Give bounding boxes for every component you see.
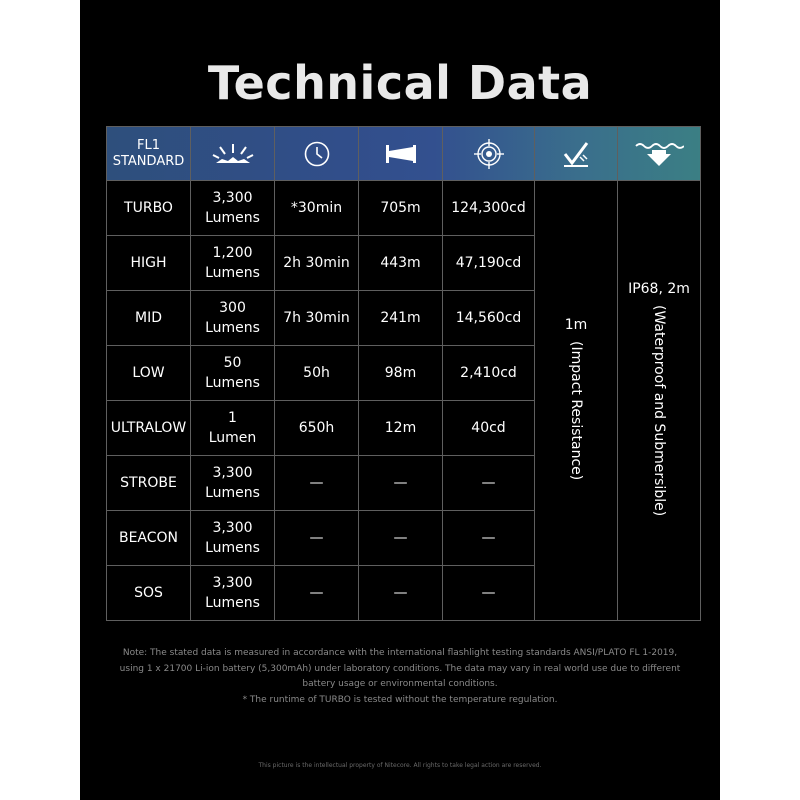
footnote <box>104 646 696 708</box>
standard-label-line2: STANDARD <box>112 153 185 169</box>
runtime-cell: 650h <box>275 401 359 456</box>
distance-cell: — <box>359 456 443 511</box>
output-cell <box>191 456 275 511</box>
output-value: 3,300 <box>212 520 253 536</box>
output-cell <box>191 346 275 401</box>
mode-cell: TURBO <box>107 181 191 236</box>
runtime-cell: — <box>275 566 359 621</box>
intensity-cell: 40cd <box>443 401 535 456</box>
impact-value: 1m <box>564 316 588 333</box>
mode-cell: LOW <box>107 346 191 401</box>
output-value: 1 <box>228 410 237 426</box>
output-unit: Lumen <box>208 430 257 446</box>
output-value: 3,300 <box>212 190 253 206</box>
output-unit: Lumens <box>205 540 260 556</box>
output-cell <box>191 181 275 236</box>
distance-cell: 705m <box>359 181 443 236</box>
spec-table <box>106 126 701 621</box>
peak-intensity-icon <box>473 138 505 170</box>
standard-label-line1: FL1 <box>137 137 160 153</box>
output-unit: Lumens <box>205 320 260 336</box>
intensity-cell: — <box>443 566 535 621</box>
note-line: using 1 x 21700 Li-ion battery (5,300mAh) under laboratory conditions. The data may vary in real world use due to different <box>119 663 681 674</box>
table-header-row <box>107 127 701 181</box>
runtime-clock-icon <box>303 140 331 168</box>
output-value: 1,200 <box>212 245 253 261</box>
impact-header <box>535 127 618 181</box>
runtime-cell: — <box>275 511 359 566</box>
table-row <box>107 181 701 236</box>
runtime-cell: *30min <box>275 181 359 236</box>
runtime-cell: 2h 30min <box>275 236 359 291</box>
output-unit: Lumens <box>205 210 260 226</box>
impact-label: (Impact Resistance) <box>568 340 584 481</box>
output-cell <box>191 566 275 621</box>
output-value: 3,300 <box>212 465 253 481</box>
distance-cell: 443m <box>359 236 443 291</box>
page-title: Technical Data <box>207 56 593 110</box>
distance-header <box>359 127 443 181</box>
runtime-header <box>275 127 359 181</box>
output-unit: Lumens <box>205 375 260 391</box>
output-unit: Lumens <box>205 595 260 611</box>
standard-header <box>107 127 191 181</box>
brightness-icon <box>210 141 256 167</box>
distance-cell: — <box>359 566 443 621</box>
runtime-cell: 7h 30min <box>275 291 359 346</box>
mode-cell: HIGH <box>107 236 191 291</box>
waterproof-icon <box>634 140 684 168</box>
intensity-cell: — <box>443 511 535 566</box>
brightness-header <box>191 127 275 181</box>
mode-cell: MID <box>107 291 191 346</box>
note-line: battery usage or environmental conditions. <box>302 679 498 689</box>
note-line: * The runtime of TURBO is tested without the temperature regulation. <box>242 694 558 705</box>
output-value: 300 <box>219 300 246 316</box>
intensity-cell: — <box>443 456 535 511</box>
intensity-cell: 14,560cd <box>443 291 535 346</box>
intensity-cell: 2,410cd <box>443 346 535 401</box>
distance-cell: 241m <box>359 291 443 346</box>
impact-resistance-icon <box>561 140 591 168</box>
mode-cell: SOS <box>107 566 191 621</box>
output-value: 50 <box>223 355 242 371</box>
distance-cell: — <box>359 511 443 566</box>
mode-cell: ULTRALOW <box>107 401 191 456</box>
output-cell <box>191 236 275 291</box>
beam-distance-icon <box>384 142 418 166</box>
output-cell <box>191 291 275 346</box>
output-value: 3,300 <box>212 575 253 591</box>
intensity-cell: 47,190cd <box>443 236 535 291</box>
waterproof-cell <box>618 181 701 621</box>
copyright-notice: This picture is the intellectual property of Nitecore. All rights to take legal action are reserved. <box>258 762 542 769</box>
output-cell <box>191 401 275 456</box>
waterproof-label: (Waterproof and Submersible) <box>651 304 667 517</box>
impact-cell <box>535 181 618 621</box>
runtime-cell: 50h <box>275 346 359 401</box>
waterproof-header <box>618 127 701 181</box>
waterproof-value: IP68, 2m <box>628 280 690 297</box>
intensity-header <box>443 127 535 181</box>
intensity-cell: 124,300cd <box>443 181 535 236</box>
note-line: Note: The stated data is measured in accordance with the international flashlight testing standards ANSI/PLATO FL 1-2019, <box>122 648 678 658</box>
output-cell <box>191 511 275 566</box>
mode-cell: STROBE <box>107 456 191 511</box>
output-unit: Lumens <box>205 265 260 281</box>
mode-cell: BEACON <box>107 511 191 566</box>
output-unit: Lumens <box>205 485 260 501</box>
distance-cell: 98m <box>359 346 443 401</box>
runtime-cell: — <box>275 456 359 511</box>
distance-cell: 12m <box>359 401 443 456</box>
